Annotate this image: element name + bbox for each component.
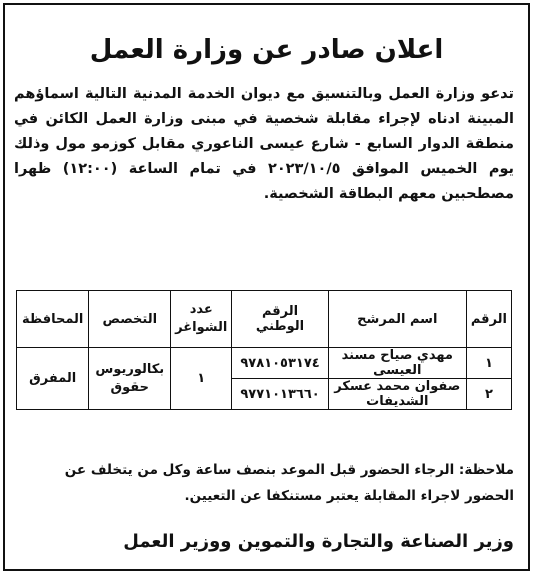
cell-num: ١ (466, 348, 511, 379)
cell-name: مهدي صياح مسند العيسى (328, 348, 466, 379)
cell-vacancies: ١ (171, 348, 232, 410)
cell-national-id: ٩٧٨١٠٥٣١٧٤ (232, 348, 328, 379)
header-governorate: المحافظة (17, 291, 89, 348)
header-vacancies: عدد الشواغر (171, 291, 232, 348)
cell-governorate: المفرق (17, 348, 89, 410)
header-specialty: التخصص (89, 291, 171, 348)
header-national-id: الرقم الوطني (232, 291, 328, 348)
cell-name: صفوان محمد عسكر الشديفات (328, 379, 466, 410)
table-row (17, 348, 512, 379)
candidates-table (16, 290, 512, 410)
cell-specialty: بكالوريوس حقوق (89, 348, 171, 410)
header-name: اسم المرشح (328, 291, 466, 348)
cell-num: ٢ (466, 379, 511, 410)
signature: وزير الصناعة والتجارة والتموين ووزير العمل (123, 531, 514, 552)
announcement-body: تدعو وزارة العمل وبالتنسيق مع ديوان الخدمة المدنية التالية اسماؤهم المبينة ادناه لإجراء مقابلة شخصية في مبنى وزارة العمل الكائن في منطقة الدوار السابع - شارع عيسى الناعوري مقابل كوزمو مول وذلك يوم الخميس الموافق ٢٠٢٣/١٠/٥ في تمام الساعة (١٢:٠٠) ظهرا مصطحبين معهم البطاقة الشخصية. (14, 86, 514, 202)
header-num: الرقم (466, 291, 511, 348)
cell-national-id: ٩٧٧١٠١٣٦٦٠ (232, 379, 328, 410)
announcement-frame (3, 3, 530, 571)
table-header-row (17, 291, 512, 348)
announcement-title: اعلان صادر عن وزارة العمل (89, 35, 444, 65)
announcement-note: ملاحظة: الرجاء الحضور قبل الموعد بنصف ساعة وكل من يتخلف عن الحضور لاجراء المقابلة يعتبر مستنكفا عن التعيين. (64, 462, 514, 504)
